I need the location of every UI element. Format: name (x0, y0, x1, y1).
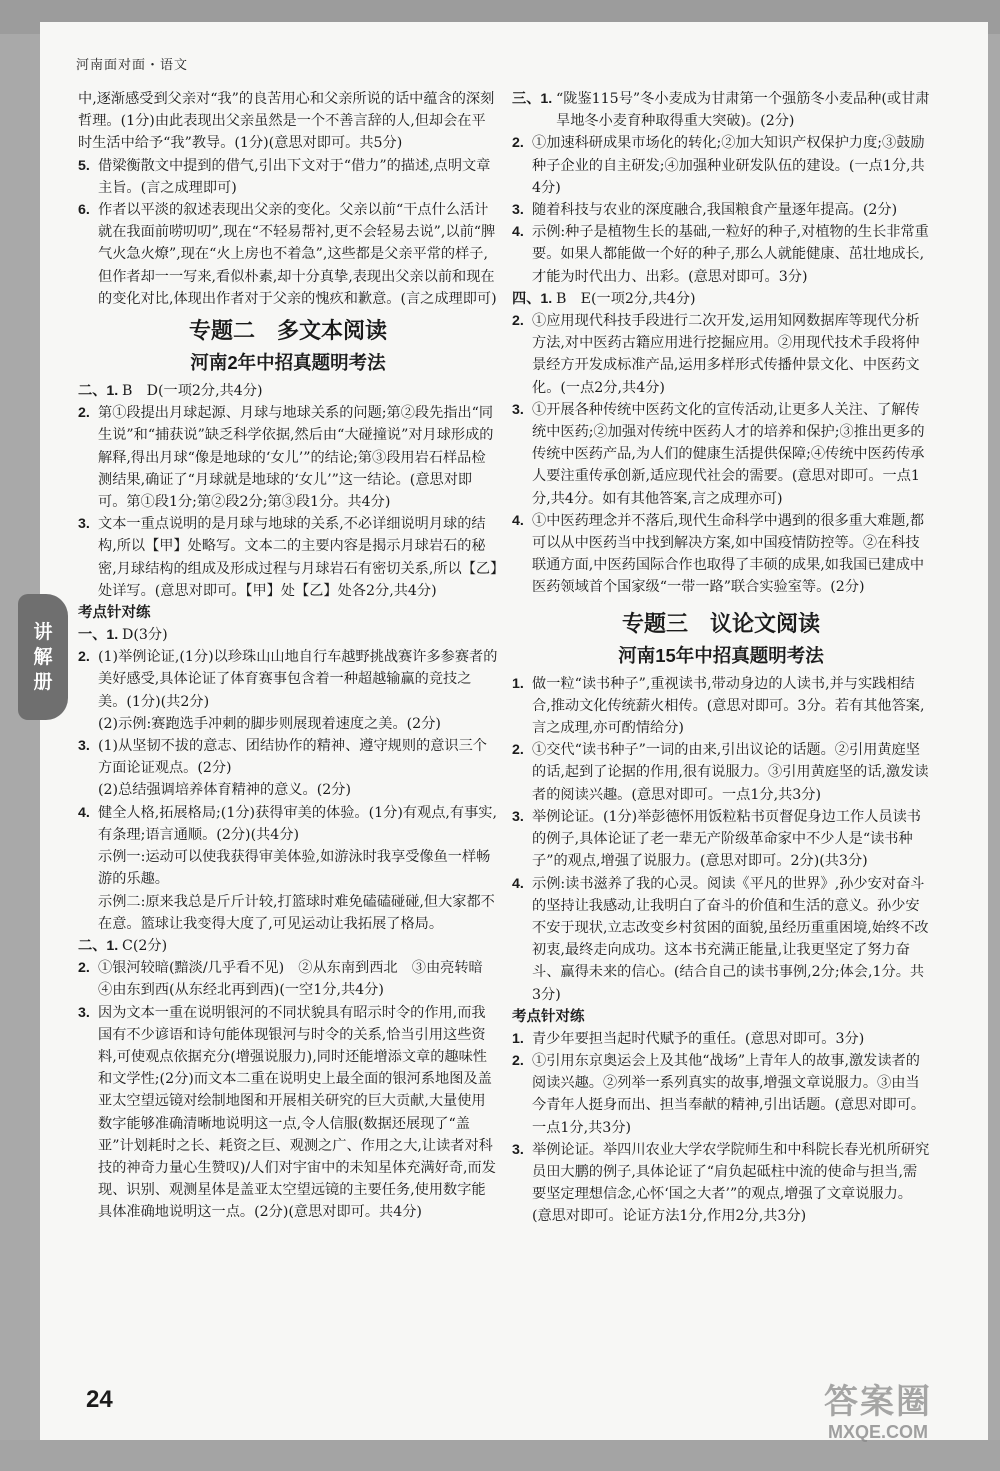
item-number: 5. (78, 157, 90, 174)
item-text: (1)举例论证,(1分)以珍珠山山地自行车越野挑战赛许多参赛者的美好感受,具体论证了体育赛事包含着一种超越输赢的竞技之美。(1分)(共2分) (98, 649, 498, 710)
item-text: 示例二:原来我总是斤斤计较,打篮球时难免磕磕碰碰,但大家都不在意。篮球让我变得大度了,可见运动让我拓展了格局。 (98, 893, 495, 932)
item-number: 6. (78, 202, 90, 219)
item-text: B D(一项2分,共4分) (122, 383, 263, 400)
item-text: 示例:读书滋养了我的心灵。阅读《平凡的世界》,孙少安对奋斗的坚持让我感动,让我明白了奋斗的价值和生活的意义。孙少安不安于现状,立志改变乡村贫困的面貌,虽经历重重困境,始终不改初衷,最终走向成功。这本书充满正能量,让我更坚定了努力奋斗、赢得未来的信心。(结合自己的读书事例,2分;体会,1分。共3分) (532, 875, 929, 1003)
item-number: 3. (78, 1004, 90, 1021)
item-number: 4. (78, 804, 90, 821)
continued-answer: 中,逐渐感受到父亲对“我”的良苦用心和父亲所说的话中蕴含的深刻哲理。(1分)由此表现出父亲虽然是一个不善言辞的人,但却会在平时生活中给予“我”教导。(1分)(意思对即可。共5分) (78, 91, 495, 152)
item-number: 一、1. (78, 627, 119, 644)
item-number: 3. (78, 738, 90, 755)
side-tab-char: 解 (33, 646, 53, 668)
item-number: 2. (78, 405, 90, 422)
item-number: 四、1. (512, 290, 553, 307)
item-text: “陇鉴115号”冬小麦成为甘肃第一个强筋冬小麦品种(或甘肃旱地冬小麦育种取得重大突破)。(2分) (556, 91, 930, 130)
item-number: 2. (512, 135, 524, 152)
answer-item (512, 221, 930, 288)
left-column (78, 88, 498, 1224)
answer-item (512, 199, 930, 221)
answer-item (512, 310, 930, 399)
item-number: 3. (512, 1141, 524, 1158)
watermark-site: MXQE.COM (827, 1422, 928, 1442)
section-heading: 考点针对练 (78, 605, 151, 622)
answer-item (78, 846, 498, 890)
answer-item (512, 399, 930, 510)
answer-item (78, 513, 498, 602)
side-tab-jiangjie (18, 594, 68, 720)
answer-item (78, 891, 498, 935)
answer-item (512, 510, 930, 599)
answer-item (512, 132, 930, 199)
answer-item (512, 1050, 930, 1139)
item-text: 因为文本一重在说明银河的不同状貌具有昭示时令的作用,而我国有不少谚语和诗句能体现银河与时令的关系,恰当引用这些资料,可使观点依据充分(增强说服力),同时还能增添文章的趣味性和文学性;(2分)而文本二重在说明史上最全面的银河系地图及盖亚太空望远镜对绘制地图和开展相关研究的巨大贡献,大量使用数字能够准确清晰地说明这一点,令人信服(数据还展现了“盖亚”计划耗时之长、耗资之巨、观测之广、作用之大,让读者对科技的神奇力量心生赞叹)/人们对宇宙中的未知星体充满好奇,而发现、识别、观测星体是盖亚太空望远镜的主要任务,使用数字能具体准确地说明这一点。(2分)(意思对即可。共4分) (98, 1004, 496, 1221)
item-text: ①银河较暗(黯淡/几乎看不见) ②从东南到西北 ③由亮转暗 ④由东到西(从东经北再到西)(一空1分,共4分) (98, 960, 497, 999)
item-text: 第①段提出月球起源、月球与地球关系的问题;第②段先指出“同生说”和“捕获说”缺乏科学依据,然后由“大碰撞说”对月球形成的解释,得出月球“像是地球的‘女儿’”的结论;第③段用岩石样品检测结果,确证了“月球就是地球的‘女儿’”这一结论。(意思对即可。第①段1分;第②段2分;第③段1分。共4分) (98, 405, 494, 511)
item-text: 做一粒“读书种子”,重视读书,带动身边的人读书,并与实践相结合,推动文化传统薪火相传。(意思对即可。3分。若有其他答案,言之成理,亦可酌情给分) (532, 675, 925, 737)
right-column (512, 88, 930, 1228)
item-text: C(2分) (122, 937, 168, 954)
answer-item (78, 199, 498, 310)
answer-item (78, 935, 498, 957)
item-text: (2)示例:赛跑选手冲刺的脚步则展现着速度之美。(2分) (98, 715, 441, 732)
topic2-answer-list (78, 380, 498, 602)
item-number: 2. (512, 742, 524, 759)
item-number: 三、1. (512, 91, 553, 107)
answer-item (78, 380, 498, 402)
answer-item (78, 957, 498, 1001)
item-number: 1. (512, 675, 524, 692)
answer-item (512, 806, 930, 873)
item-text: ①引用东京奥运会上及其他“战场”上青年人的故事,激发读者的阅读兴趣。②列举一系列真实的故事,增强文章说服力。③由当今青年人挺身而出、担当奉献的精神,引出话题。(意思对即可。一点1分,共3分) (532, 1052, 926, 1136)
item-number: 3. (512, 202, 524, 219)
answer-item (512, 1139, 930, 1228)
topic-subheading: 河南15年中招真题明考法 (618, 644, 824, 666)
item-text: 示例一:运动可以使我获得审美体验,如游泳时我享受像鱼一样畅游的乐趣。 (98, 849, 491, 888)
item-number: 1. (512, 1030, 524, 1047)
item-number: 2. (512, 313, 524, 330)
topic-heading: 专题三 议论文阅读 (621, 610, 820, 636)
practice-answer-list (78, 624, 498, 1223)
item-text: 作者以平淡的叙述表现出父亲的变化。父亲以前“干点什么活计就在我面前唠叨叨”,现在“不轻易帮衬,更不会轻易去说”,以前“脾气火急火燎”,现在“火上房也不着急”,这些都是父亲平常的样子,但作者却一一写来,看似朴素,却十分真挚,表现出父亲以前和现在的变化对比,体现出作者对于父亲的愧疚和歉意。(言之成理即可) (98, 202, 497, 307)
item-text: ①加速科研成果市场化的转化;②加大知识产权保护力度;③鼓励种子企业的自主研发;④加强种业研发队伍的建设。(一点1分,共4分) (532, 135, 925, 196)
item-text: (2)总结强调培养体育精神的意义。(2分) (98, 782, 352, 799)
item-text: 举例论证。举四川农业大学农学院师生和中科院长春光机所研究员田大鹏的例子,具体论证了“肩负起砥柱中流的使命与担当,需要坚定理想信念,心怀‘国之大者’”的观点,增强了文章说服力。(意思对即可。论证方法1分,作用2分,共3分) (532, 1141, 930, 1225)
answer-item (512, 739, 930, 806)
item-text: ①中医药理念并不落后,现代生命科学中遇到的很多重大难题,都可以从中医药当中找到解决方案,如中国疫情防控等。②在科技联通方面,中医药国际合作也取得了丰硕的成果,如我国已建成中医药领域首个国家级“一带一路”联合实验室等。(2分) (532, 512, 925, 596)
item-number: 4. (512, 875, 524, 892)
item-text: 文本一重点说明的是月球与地球的关系,不必详细说明月球的结构,所以【甲】处略写。文本二的主要内容是揭示月球岩石的秘密,月球结构的组成及形成过程与月球岩石有密切关系,所以【乙】处详写。(意思对即可。【甲】处【乙】处各2分,共4分) (98, 516, 498, 599)
side-tab-char: 册 (33, 671, 53, 693)
item-text: 示例:种子是植物生长的基础,一粒好的种子,对植物的生长非常重要。如果人都能做一个好的种子,那么人就能健康、茁壮地成长,才能为时代出力、出彩。(意思对即可。3分) (532, 224, 929, 285)
item-number: 3. (512, 401, 524, 418)
item-text: ①开展各种传统中医药文化的宣传活动,让更多人关注、了解传统中医药;②加强对传统中医药人才的培养和保护;③推出更多的传统中医药产品,为人们的健康生活提供保障;④传统中医药传承人要注重传承创新,适应现代社会的需要。(意思对即可。一点1分,共4分。如有其他答案,言之成理亦可) (532, 401, 925, 507)
answer-item (78, 735, 498, 779)
item-number: 4. (512, 224, 524, 241)
item-number: 2. (78, 960, 90, 977)
side-tab-char: 讲 (33, 621, 53, 643)
item-text: D(3分) (122, 627, 168, 644)
answer-item (78, 779, 498, 801)
item-text: B E(一项2分,共4分) (556, 290, 696, 307)
item-number: 3. (78, 516, 90, 533)
topic-heading: 专题二 多文本阅读 (188, 318, 387, 344)
item-number: 3. (512, 808, 524, 825)
section4-answer-list (512, 288, 930, 599)
answer-item (512, 873, 930, 1006)
item-number: 4. (512, 512, 524, 529)
item-text: ①交代“读书种子”一词的由来,引出议论的话题。②引用黄庭坚的话,起到了论据的作用,很有说服力。③引用黄庭坚的话,激发读者的阅读兴趣。(意思对即可。一点1分,共3分) (532, 742, 929, 803)
answer-item (78, 646, 498, 713)
running-header: 河南面对面・语文 (76, 58, 189, 73)
item-number: 二、1. (78, 937, 119, 954)
item-text: 随着科技与农业的深度融合,我国粮食产量逐年提高。(2分) (532, 202, 898, 219)
topic3-answer-list (512, 673, 930, 1006)
answer-item (78, 1002, 498, 1224)
practice-answer-list (512, 1028, 930, 1228)
item-text: 举例论证。(1分)举彭德怀用饭粒粘书页督促身边工作人员读书的例子,具体论证了老一辈无产阶级革命家中不少人是“读书种子”的观点,增强了说服力。(意思对即可。2分)(共3分) (532, 808, 921, 870)
item-number: 2. (512, 1052, 524, 1069)
answer-item (78, 802, 498, 846)
watermark (778, 1382, 978, 1452)
item-number: 二、1. (78, 383, 119, 400)
page-number: 24 (86, 1386, 113, 1413)
answer-item (512, 288, 930, 310)
answer-item (78, 402, 498, 513)
answer-item (512, 673, 930, 740)
answer-item (512, 1028, 930, 1050)
answer-item (78, 624, 498, 646)
answer-item (78, 155, 498, 199)
section-heading: 考点针对练 (512, 1008, 585, 1025)
item-text: (1)从坚韧不拔的意志、团结协作的精神、遵守规则的意识三个方面论证观点。(2分) (98, 738, 487, 777)
item-text: 青少年要担当起时代赋予的重任。(意思对即可。3分) (532, 1030, 865, 1047)
watermark-logo: 答案圈 (824, 1383, 932, 1421)
item-text: 借梁衡散文中提到的借气,引出下文对于“借力”的描述,点明文章主旨。(言之成理即可) (98, 157, 491, 196)
item-text: ①应用现代科技手段进行二次开发,运用知网数据库等现代分析方法,对中医药古籍应用进行挖掘应用。②用现代技术手段将仲景经方开发成标准产品,运用多样形式传播仲景文化、中医药文化。(一点2分,共4分) (532, 313, 920, 396)
topic-subheading: 河南2年中招真题明考法 (190, 352, 386, 374)
section3-answer-list (512, 88, 930, 288)
item-number: 2. (78, 649, 90, 666)
answer-item (512, 88, 930, 132)
answer-item (78, 713, 498, 735)
item-text: 健全人格,拓展格局;(1分)获得审美的体验。(1分)有观点,有事实,有条理;语言通顺。(2分)(共4分) (98, 804, 498, 843)
